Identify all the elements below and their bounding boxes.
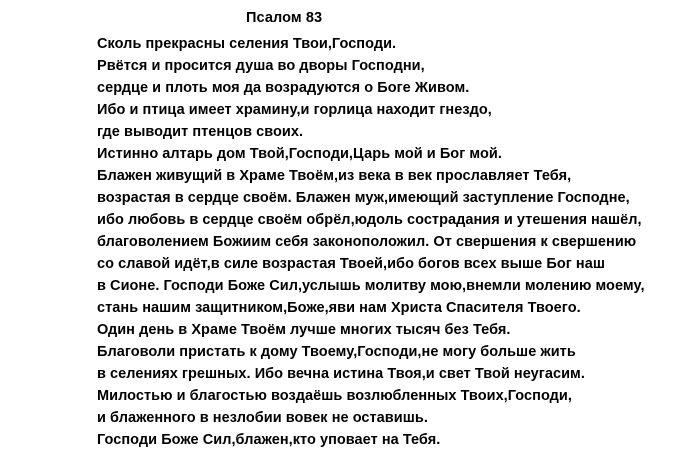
psalm-line: Истинно алтарь дом Твой,Господи,Царь мой и Бог мой.: [97, 146, 502, 162]
psalm-line: Благоволи пристать к дому Твоему,Господи,не могу больше жить: [97, 344, 576, 360]
psalm-line: в селениях грешных. Ибо вечна истина Твоя,и свет Твой неугасим.: [97, 366, 585, 382]
psalm-line: в Сионе. Господи Боже Сил,услышь молитву мою,внемли молению моему,: [97, 278, 645, 294]
psalm-line: Милостью и благостью воздаёшь возлюбленных Твоих,Господи,: [97, 388, 572, 404]
psalm-line: Один день в Храме Твоём лучше многих тысяч без Тебя.: [97, 322, 511, 338]
psalm-line: где выводит птенцов своих.: [97, 124, 304, 140]
psalm-line: благоволением Божиим себя законоположил. От свершения к свершению: [97, 234, 637, 250]
psalm-line: Блажен живущий в Храме Твоём,из века в век прославляет Тебя,: [97, 168, 572, 184]
psalm-line: со славой идёт,в силе возрастая Твоей,ибо богов всех выше Бог наш: [97, 256, 605, 272]
psalm-text: [97, 33, 645, 451]
psalm-line: сердце и плоть моя да возрадуются о Боге Живом.: [97, 80, 470, 96]
psalm-title: Псалом 83: [246, 10, 323, 26]
psalm-line: Рвётся и просится душа во дворы Господни,: [97, 58, 425, 74]
psalm-line: Господи Боже Сил,блажен,кто уповает на Тебя.: [97, 432, 441, 448]
psalm-line: ибо любовь в сердце своём обрёл,юдоль сострадания и утешения нашёл,: [97, 212, 642, 228]
psalm-line: Сколь прекрасны селения Твои,Господи.: [97, 36, 397, 52]
psalm-line: возрастая в сердце своём. Блажен муж,имеющий заступление Господне,: [97, 190, 630, 206]
psalm-line: и блаженного в незлобии вовек не оставишь.: [97, 410, 428, 426]
psalm-line: стань нашим защитником,Боже,яви нам Христа Спасителя Твоего.: [97, 300, 581, 316]
psalm-line: Ибо и птица имеет храмину,и горлица находит гнездо,: [97, 102, 492, 118]
